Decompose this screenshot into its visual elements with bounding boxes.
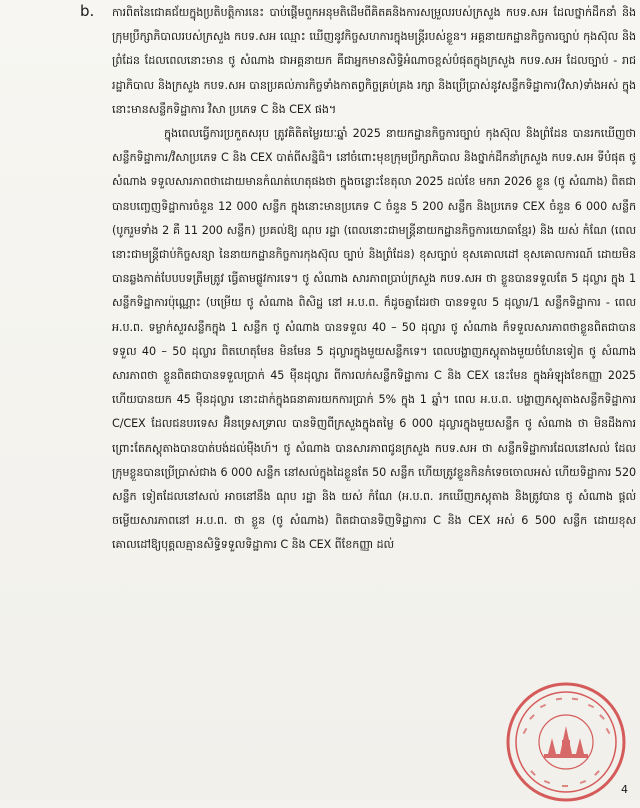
section-marker: b. bbox=[80, 2, 95, 20]
official-seal bbox=[504, 680, 628, 804]
paragraph-findings: ក្នុងពេលធ្វើការប្រកួតសរុប ត្រូវគិតិតម្លៃរយៈឆ្នាំ 2025 នាយកដ្ឋានកិច្ចការច្បាប់ កុងស៊ុល និងព្រំដែន បានរកឃើញថា សន្លឹកទិដ្ឋាការ/វិសាប្រភេទ C និង CEX បាត់ពីសន្និធិ។ នៅចំពោះមុខក្រុមប្រឹក្សាភិបាល និងថ្នាក់ដឹកនាំក្រសួង កបទ.សអ ទីបំផុត ថូ សំណាង ទទួលសារភាពថាដោយមានកំណត់ហេតុផងថា ក្នុងចន្លោះខែតុលា 2025 ដល់ខែ មករា 2026 ខ្លួន (ថូ សំណាង) ពិតជាបានបញ្ចេញទិដ្ឋាការចំនួន 12 000 សន្លឹក ក្នុងនោះមានប្រភេទ C ចំនួន 5 200 សន្លឹក និងប្រភេទ CEX ចំនួន 6 000 សន្លឹក (បូករួមទាំង 2 គឺ 11 200 សន្លឹក) ប្រគល់ឱ្យ ណុប រដ្ឋា (ពេលនោះជាមន្ត្រីនាយកដ្ឋានកិច្ចការយោធាខ្មែរ) និង យស់ កំណែ (ពេលនោះជាមន្ត្រីជាប់កិច្ចសន្យា នៃនាយកដ្ឋានកិច្ចការកុងស៊ុល ច្បាប់ និងព្រំដែន) ខុសច្បាប់ ខុសគោលដៅ ខុសគោលការណ៍ ដោយមិនបានឆ្លងកាត់បែបបទត្រឹមត្រូវ ធ្វើតាមផ្លូវការទេ។ ថូ សំណាង សារភាពប្រាប់ក្រសួង កបទ.សអ ថា ខ្លួនបានទទួលតែ 5 ដុល្លារ ក្នុង 1 សន្លឹកទិដ្ឋាការប៉ុណ្ណោះ (បម្រើយ ថូ សំណាង ពិសិដ្ឋ នៅ អ.ប.ព. ក៏ដូចគ្នាដែរថា បានទទួល 5 ដុល្លារ/1 សន្លឹកទិដ្ឋាការ - ពេល អ.ប.ព. ទម្លាក់សួរសន្លឹកក្នុង 1 សន្លឹក ថូ សំណាង បានទទួល 40 – 50 ដុល្លារ ថូ សំណាង ក៏ទទួលសារភាពថាខ្លួនពិតជាបានទទួល 40 – 50 ដុល្លារ ពិតហេតុមែន មិនមែន 5 ដុល្លារក្នុងមួយសន្លឹកទេ។ ពេលបង្ហាញភស្តុតាងមួយចំហែនទៀត ថូ សំណាង សារភាពថា ខ្លួនពិតជាបានទទួលប្រាក់ 45 ម៉ឺនដុល្លារ ពីការលក់សន្លឹកទិដ្ឋាការ C និង CEX នេះមែន ក្នុងអំឡុងខែកញ្ញា 2025 ហើយបានយក 45 ម៉ឺនដុល្លារ នោះដាក់ក្នុងធនាគារយកការប្រាក់ 5% ក្នុង 1 ឆ្នាំ។ ពេល អ.ប.ព. បង្ហាញភស្តុតាងសន្លឹកទិដ្ឋាការ C/CEX ដែលជនបរទេស អ៊ិនទ្រេសទ្រាល បានទិញពីក្រសួងក្នុងតម្លៃ 6 000 ដុល្លារក្នុងមួយសន្លឹក ថូ សំណាង ថា មិនដឹងការ ព្រោះតែភស្តុតាងបានបាត់បង់ដល់ម៉ឺងហ៍។ ថូ សំណាង បានសារភាពជូនក្រសួង កបទ.សអ ថា សន្លឹកទិដ្ឋាការដែលនៅសល់ ដែលក្រុមខ្លួនបានប្រើប្រាស់ជាង 6 000 សន្លឹក នៅសល់ក្នុងដៃខ្លួនតែ 50 សន្លឹក ហើយត្រូវខ្លួនកិនកំទេចចោលអស់ ហើយទិដ្ឋាការ 520 សន្លឹក ទៀតដែលនៅសល់ អាចនៅនឹង ណុប រដ្ឋា និង យស់ កំណែ (អ.ប.ព. រកឃើញភស្តុតាង និងត្រូវបាន ថូ សំណាង ផ្តល់ចម្លើយសារភាពនៅ អ.ប.ព. ថា ខ្លួន (ថូ សំណាង) ពិតជាបានទិញទិដ្ឋាការ C និង CEX អស់ 6 500 សន្លឹក ដោយខុសគោលដៅឱ្យបុគ្គលគ្មានសិទ្ធិទទួលទិដ្ឋាការ C និង CEX ពីខែកញ្ញា ដល់ bbox=[112, 127, 636, 552]
paragraph-intro: ការពិតនៃជោគជ័យក្នុងប្រតិបត្តិការនេះ បាប់ផ្តើមពួកអនុមតិដើមពីគិតគនិងការសម្រួលរបស់ក្រសួង កបទ.សអ ដែលថ្នាក់ដឹកនាំ និងក្រុមប្រឹក្សាភិបាលរបស់ក្រសួង កបទ.សអ ឈ្មោះ ឃើញនូវកិច្ចសហការក្នុងមន្ត្រីរបស់ខ្លួន។ អគ្គនាយកដ្ឋានកិច្ចការច្បាប់ កុងស៊ុល និងព្រំដែន ដែលពេលនោះមាន ថូ សំណាង ជាអគ្គនាយក គឺជាអ្នកមានសិទ្ធិអំណាចខ្ពស់បំផុតក្នុងក្រសួង កបទ.សអ ដែលច្បាប់ - រាជរដ្ឋាភិបាល និងក្រសួង កបទ.សអ បានប្រគល់ភារកិច្ចទាំងកាតព្វកិច្ចគ្រប់គ្រង រក្សា និងប្រើប្រាស់នូវសន្លឹកទិដ្ឋាការ(វិសា)ទាំងអស់ ក្នុងនោះមានសន្លឹកទិដ្ឋាការ វិសា ប្រភេទ C និង CEX ផង។ bbox=[112, 6, 636, 116]
official-seal-icon bbox=[504, 680, 628, 804]
document-body bbox=[112, 1, 636, 558]
page-number: 4 bbox=[621, 783, 628, 796]
